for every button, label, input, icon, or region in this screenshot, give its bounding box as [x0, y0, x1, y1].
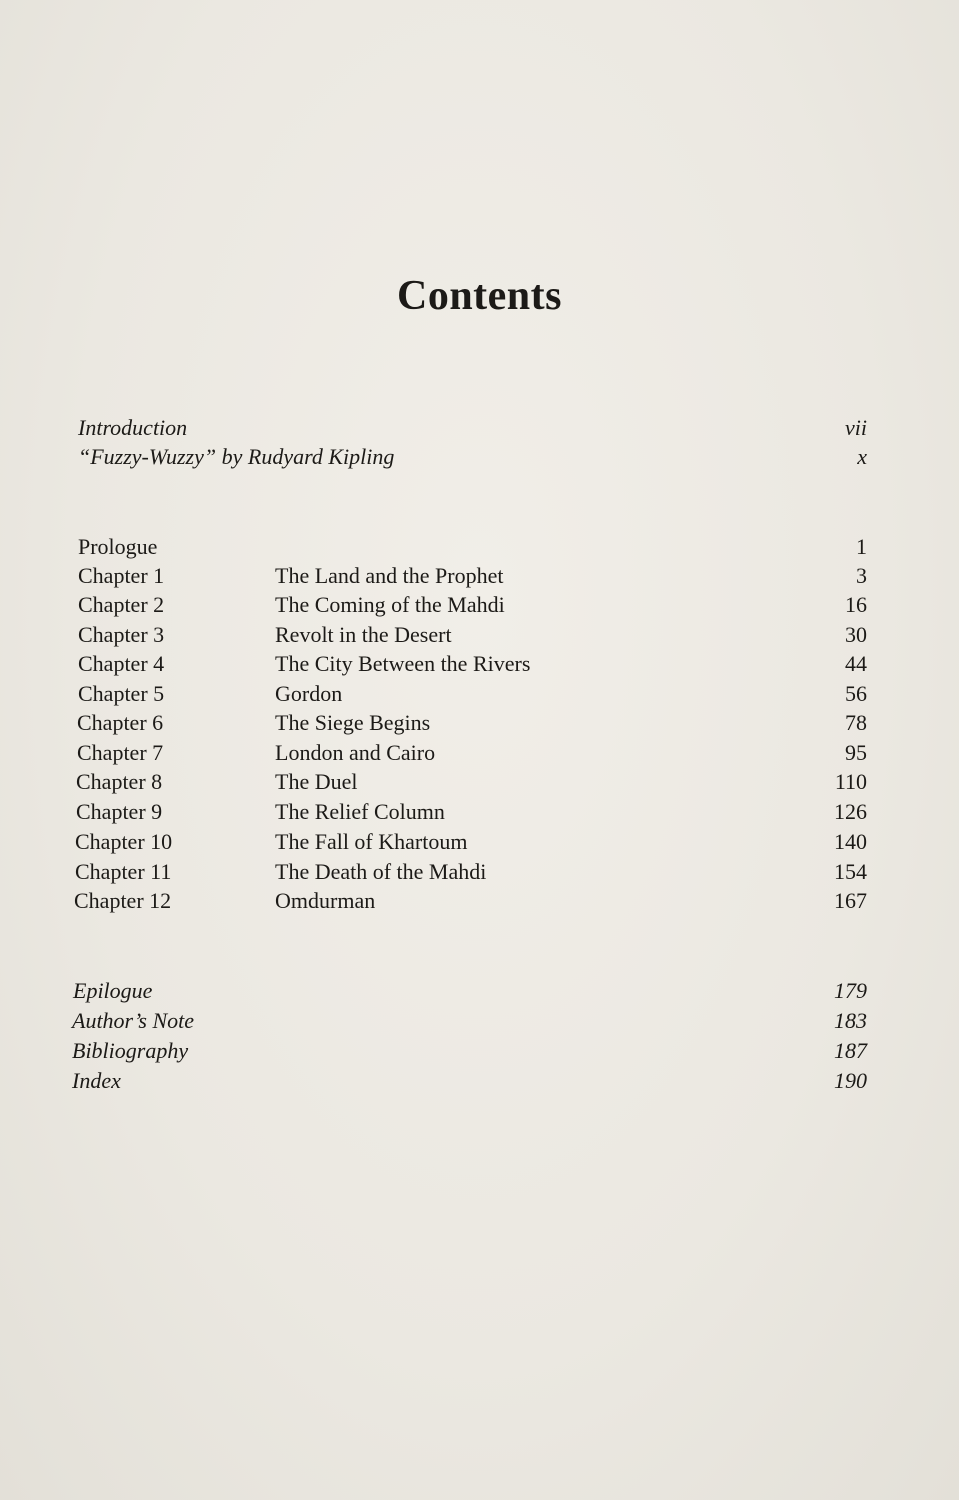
- toc-entry-chapter-10: [0, 827, 959, 857]
- toc-entry-label: Chapter 6: [77, 710, 164, 735]
- toc-entry-page: 3: [856, 563, 867, 588]
- toc-entry-name: Revolt in the Desert: [275, 622, 452, 647]
- toc-entry-page: 140: [834, 829, 867, 854]
- toc-entry-label: Chapter 2: [78, 592, 165, 617]
- toc-entry-chapter-7: [0, 738, 959, 768]
- toc-entry-label: Chapter 5: [78, 681, 165, 706]
- toc-entry-chapter-4: [0, 649, 959, 679]
- toc-entry-name: The Fall of Khartoum: [275, 829, 468, 854]
- toc-entry-name: The Relief Column: [275, 799, 445, 824]
- toc-entry-name: The Coming of the Mahdi: [275, 592, 505, 617]
- toc-entry-page: 179: [834, 978, 867, 1003]
- toc-entry-label: Bibliography: [72, 1038, 189, 1063]
- toc-entry-authors-note: [0, 1006, 959, 1036]
- toc-entry-page: 95: [845, 740, 867, 765]
- toc-entry-page: 30: [845, 622, 867, 647]
- toc-entry-name: Omdurman: [275, 888, 376, 913]
- toc-entry-label: Chapter 9: [76, 799, 163, 824]
- toc-entry-label: Epilogue: [73, 978, 153, 1003]
- toc-entry-chapter-12: [0, 886, 959, 916]
- toc-entry-label: Chapter 4: [78, 651, 165, 676]
- toc-entry-name: Gordon: [275, 681, 343, 706]
- toc-entry-page: x: [857, 444, 867, 469]
- toc-entry-page: 78: [845, 710, 867, 735]
- toc-entry-page: vii: [845, 415, 867, 440]
- toc-entry-page: 16: [845, 592, 867, 617]
- toc-entry-page: 183: [834, 1008, 867, 1033]
- toc-entry-label: Introduction: [78, 415, 188, 440]
- toc-entry-epilogue: [0, 976, 959, 1006]
- toc-entry-index: [0, 1066, 959, 1096]
- toc-entry-page: 126: [834, 799, 867, 824]
- toc-entry-prologue: [0, 532, 959, 562]
- toc-entry-label: Index: [72, 1068, 121, 1093]
- toc-entry-chapter-3: [0, 620, 959, 650]
- toc-entry-name: The Duel: [275, 769, 358, 794]
- toc-entry-page: 56: [845, 681, 867, 706]
- toc-entry-label: Prologue: [78, 534, 158, 559]
- toc-entry-introduction: [0, 413, 959, 443]
- toc-entry-label: Author’s Note: [72, 1008, 195, 1033]
- toc-entry-fuzzy-wuzzy: [0, 442, 959, 472]
- toc-entry-chapter-6: [0, 708, 959, 738]
- toc-entry-name: London and Cairo: [275, 740, 436, 765]
- toc-entry-label: Chapter 11: [75, 859, 172, 884]
- toc-entry-name: The City Between the Rivers: [275, 651, 531, 676]
- toc-entry-page: 190: [834, 1068, 867, 1093]
- toc-entry-page: 187: [834, 1038, 867, 1063]
- toc-entry-label: Chapter 12: [74, 888, 172, 913]
- toc-entry-label: Chapter 8: [76, 769, 163, 794]
- toc-entry-chapter-8: [0, 767, 959, 797]
- toc-entry-chapter-11: [0, 857, 959, 887]
- toc-entry-chapter-9: [0, 797, 959, 827]
- toc-entry-chapter-2: [0, 590, 959, 620]
- toc-entry-label: Chapter 3: [78, 622, 165, 647]
- toc-entry-label: “Fuzzy-Wuzzy” by Rudyard Kipling: [78, 444, 395, 469]
- toc-entry-name: The Death of the Mahdi: [275, 859, 487, 884]
- toc-entry-page: 154: [834, 859, 867, 884]
- toc-entry-label: Chapter 7: [77, 740, 164, 765]
- toc-entry-name: The Siege Begins: [275, 710, 431, 735]
- toc-entry-chapter-5: [0, 679, 959, 709]
- toc-entry-name: The Land and the Prophet: [275, 563, 504, 588]
- toc-entry-page: 167: [834, 888, 867, 913]
- toc-entry-page: 110: [834, 769, 867, 794]
- toc-entry-page: 1: [856, 534, 867, 559]
- page-title: Contents: [396, 273, 562, 319]
- toc-entry-chapter-1: [0, 561, 959, 591]
- toc-entry-label: Chapter 1: [78, 563, 165, 588]
- toc-entry-page: 44: [845, 651, 867, 676]
- toc-entry-label: Chapter 10: [75, 829, 173, 854]
- toc-entry-bibliography: [0, 1036, 959, 1066]
